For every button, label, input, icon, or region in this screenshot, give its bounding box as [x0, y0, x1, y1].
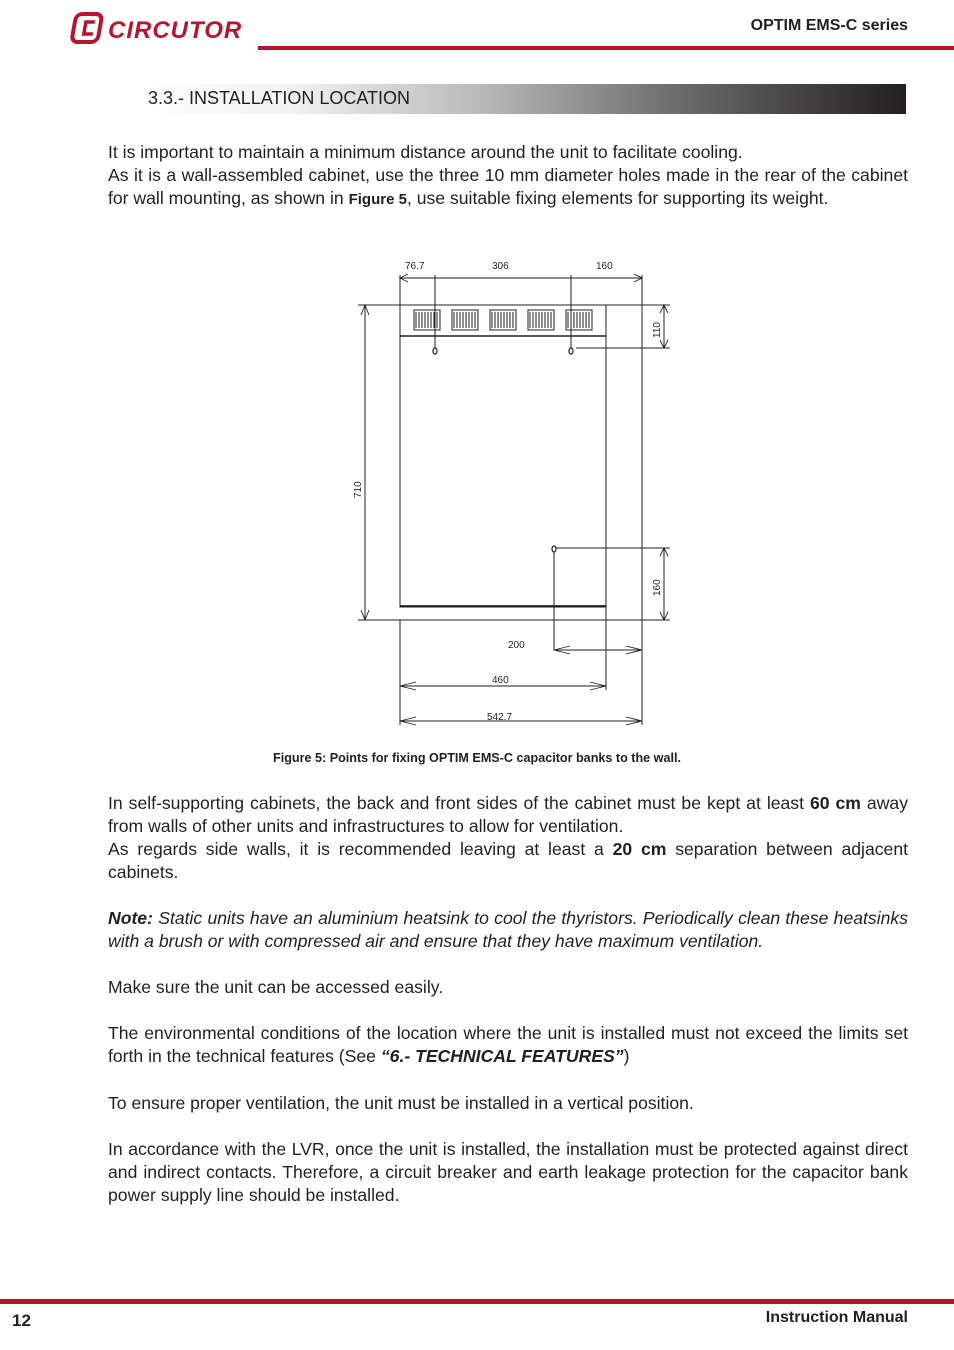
header-divider: [258, 46, 954, 50]
note-label: Note:: [108, 908, 153, 928]
clearance-text-c: As regards side walls, it is recommended leaving at least a: [108, 839, 613, 859]
environment-paragraph: [108, 1022, 908, 1068]
clearance-front-back: 60 cm: [809, 793, 861, 813]
dim-right-top: 110: [652, 322, 663, 338]
dim-top-right: 160: [596, 261, 613, 272]
intro-line-1: It is important to maintain a minimum distance around the unit to facilitate cooling.: [108, 142, 743, 162]
clearance-text-a: In self-supporting cabinets, the back and front sides of the cabinet must be kept at least: [108, 793, 810, 813]
vent-group-2: [454, 312, 475, 328]
fixing-hole-bottom: [552, 546, 556, 552]
footer-manual-title: Instruction Manual: [765, 1309, 908, 1326]
footer-divider: [0, 1299, 954, 1304]
environment-text-b: ): [623, 1046, 630, 1066]
dim-top-mid: 306: [492, 261, 509, 272]
fixing-hole-top-left: [433, 348, 437, 354]
intro-text-b: , use suitable fixing elements for supporting its weight.: [406, 188, 829, 208]
note-text: Static units have an aluminium heatsink to cool the thyristors. Periodically clean these heatsinks with a brush or with compressed air and ensure that they have maximum ventilation.: [108, 908, 908, 951]
clearance-text-d: separation between adjacent cabinets.: [108, 839, 909, 882]
dim-right-bottom: 160: [652, 579, 663, 596]
vent-group-5: [568, 312, 589, 328]
technical-features-reference: “6.- TECHNICAL FEATURES”: [380, 1046, 624, 1066]
dim-bottom-outer: 542.7: [487, 712, 513, 723]
fixing-points-drawing: [340, 250, 680, 730]
note-paragraph: [108, 907, 908, 953]
clearance-side: 20 cm: [612, 839, 667, 859]
intro-paragraph: [108, 141, 908, 211]
dim-bottom-inner: 200: [508, 640, 525, 651]
dim-top-left: 76.7: [405, 261, 425, 272]
clearance-paragraph: [108, 792, 908, 884]
series-title: OPTIM EMS-C series: [750, 17, 908, 34]
figure-reference: Figure 5: [348, 191, 407, 208]
side-panel-outline: [606, 305, 642, 620]
vent-group-1: [416, 312, 437, 328]
protection-paragraph: In accordance with the LVR, once the unit is installed, the installation must be protected against direct and indirect contacts. Therefore, a circuit breaker and earth leakage protection for the capacitor bank power supply line should be installed.: [108, 1139, 908, 1205]
cabinet-outline: [400, 305, 606, 607]
logo-wordmark: CIRCUTOR: [108, 17, 243, 44]
dim-bottom-mid: 460: [492, 675, 509, 686]
section-title: 3.3.- INSTALLATION LOCATION: [148, 88, 411, 108]
vent-group-3: [492, 312, 513, 328]
environment-text-a: The environmental conditions of the location where the unit is installed must not exceed the limits set forth in the technical features (See: [108, 1023, 908, 1066]
figure-caption: Figure 5: Points for fixing OPTIM EMS-C capacitor banks to the wall.: [273, 751, 681, 765]
dim-left: 710: [353, 481, 364, 498]
vent-group-4: [530, 312, 551, 328]
page-number: 12: [12, 1311, 31, 1330]
circutor-logo: [70, 10, 248, 46]
clearance-text-b: away from walls of other units and infrastructures to allow for ventilation.: [108, 793, 908, 836]
access-paragraph: Make sure the unit can be accessed easily.: [108, 977, 444, 997]
orientation-paragraph: To ensure proper ventilation, the unit must be installed in a vertical position.: [108, 1093, 694, 1113]
fixing-hole-top-right: [569, 348, 573, 354]
intro-text-a: As it is a wall-assembled cabinet, use the three 10 mm diameter holes made in the rear of the cabinet for wall mounting, as shown in: [108, 165, 908, 208]
section-heading-bar: [136, 84, 906, 114]
